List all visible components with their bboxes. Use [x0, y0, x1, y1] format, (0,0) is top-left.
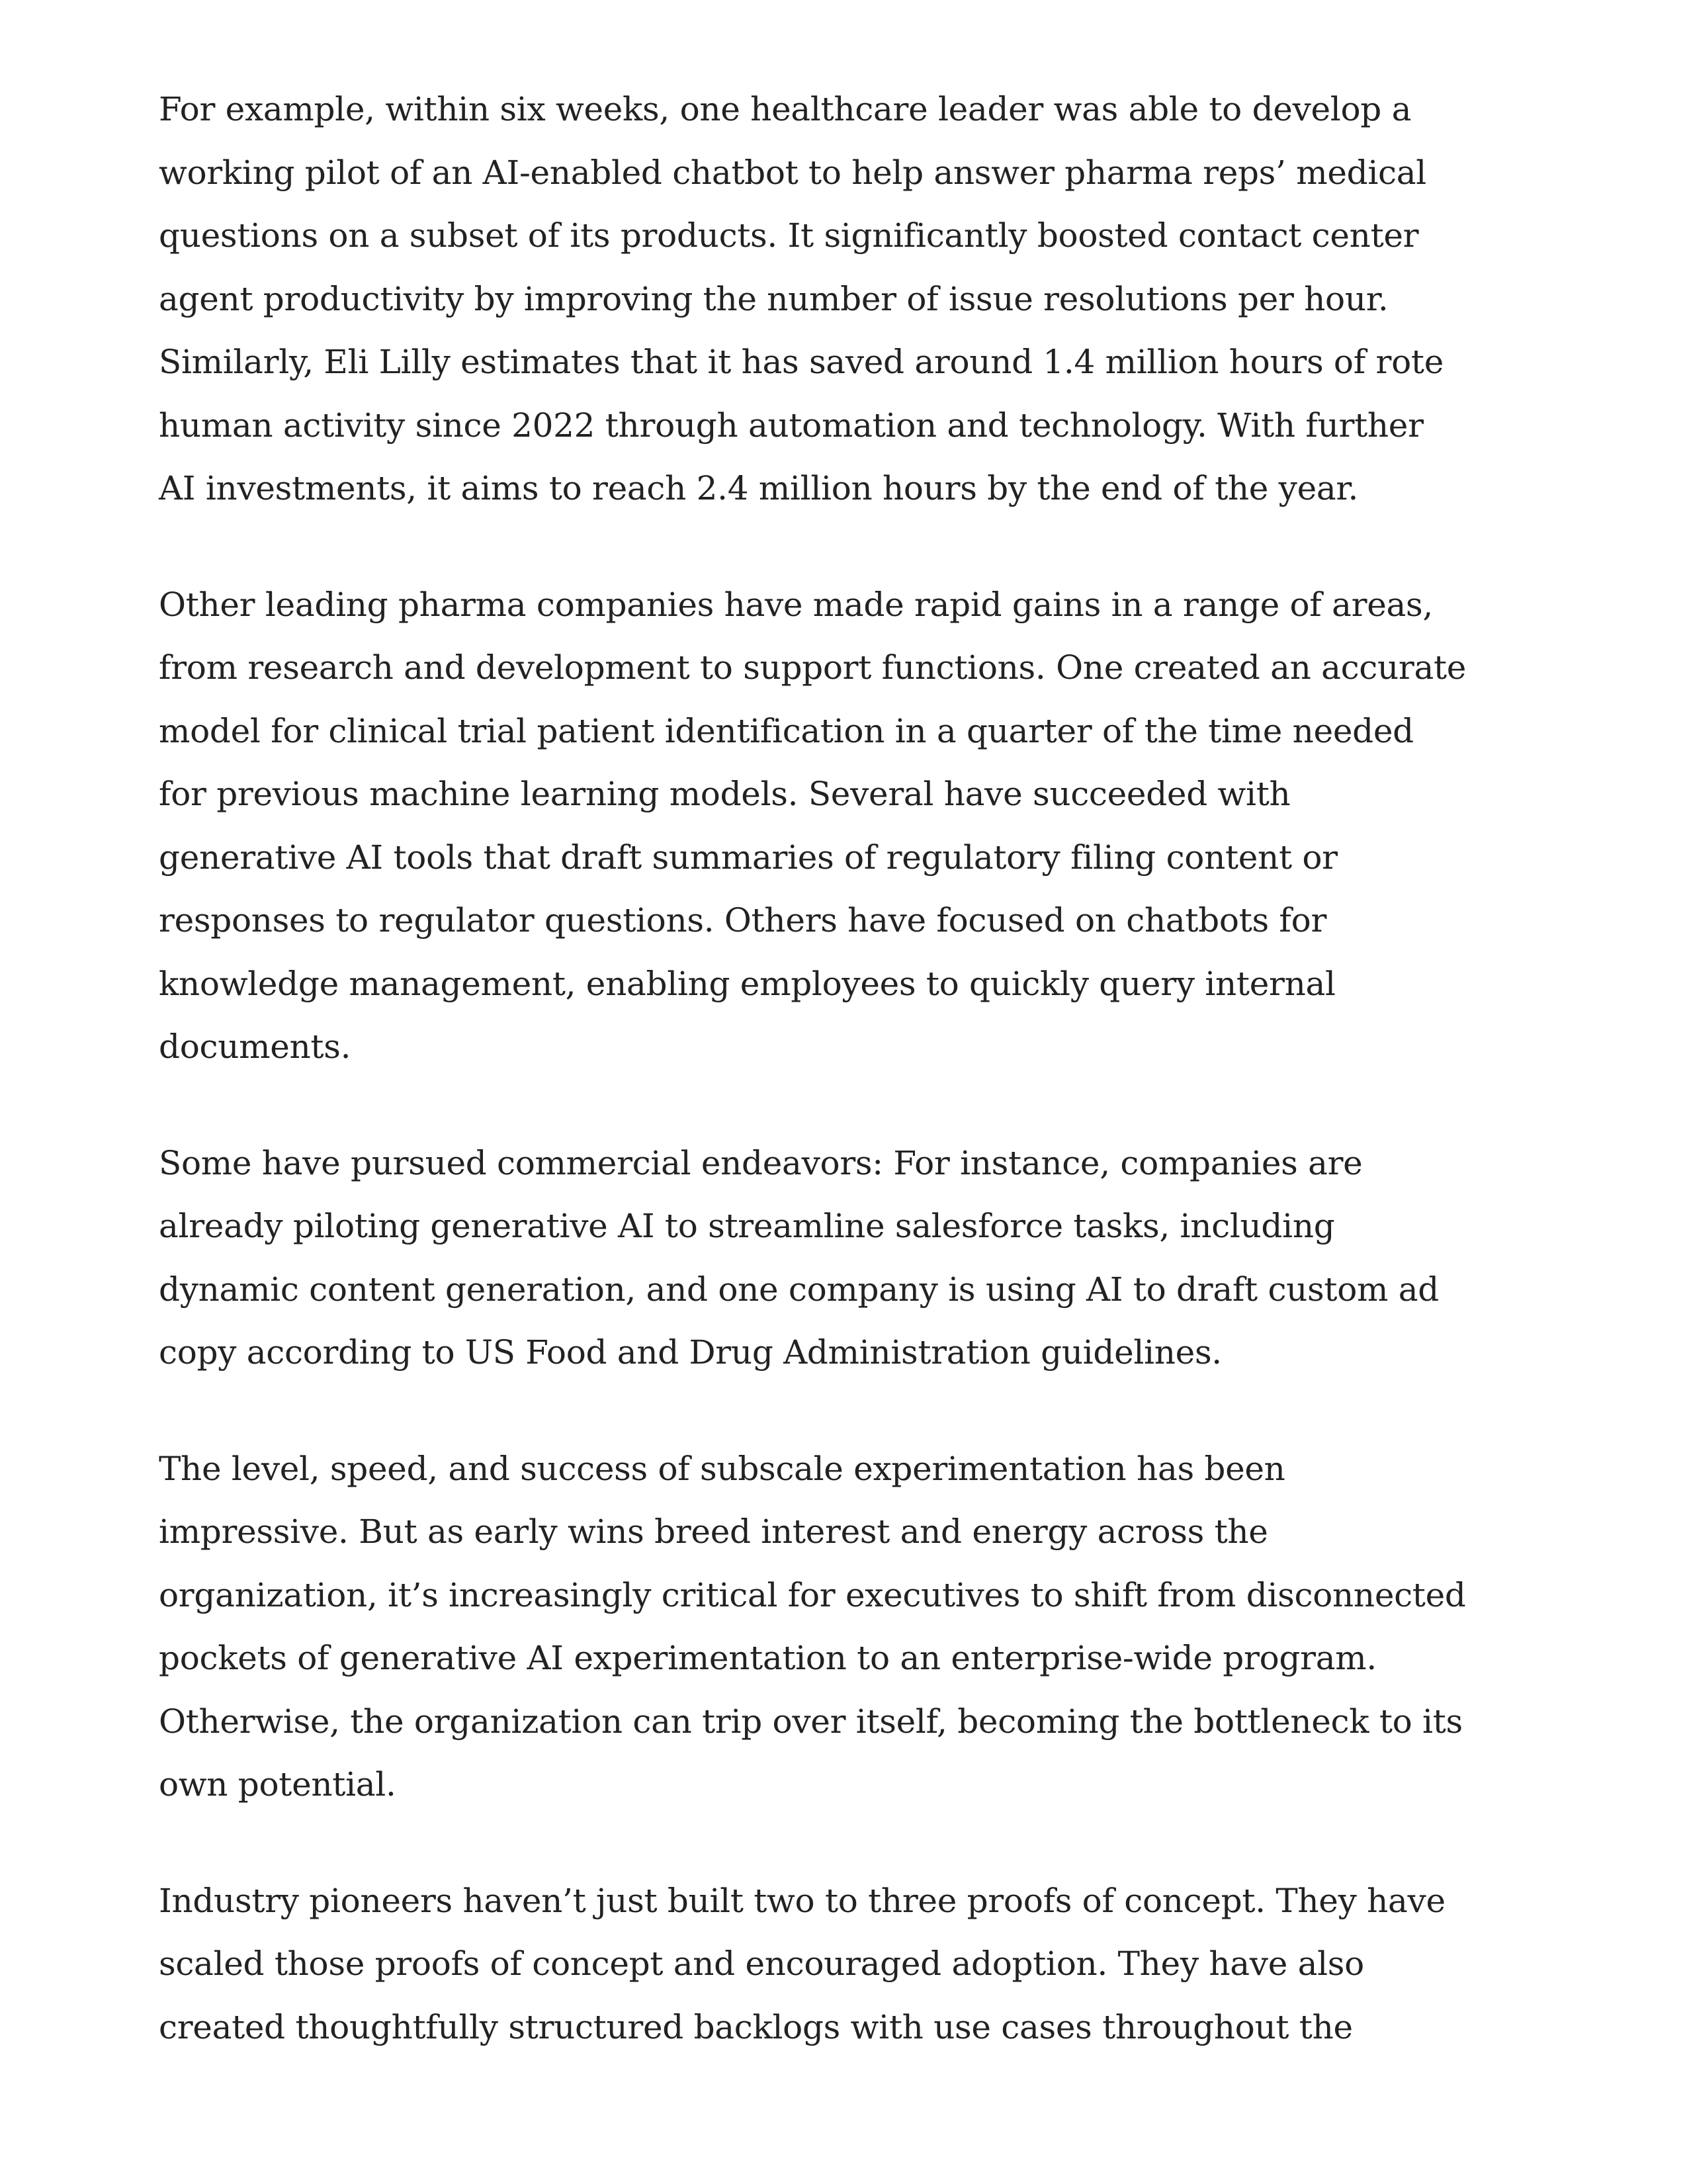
paragraph-3 [159, 1132, 1535, 1385]
text-line: For example, within six weeks, one healthcare leader was able to develop a [159, 90, 1412, 128]
text-line: scaled those proofs of concept and encouraged adoption. They have also [159, 1944, 1364, 1983]
text-line: copy according to US Food and Drug Administration guidelines. [159, 1333, 1222, 1372]
text-line: Industry pioneers haven’t just built two to three proofs of concept. They have [159, 1881, 1446, 1920]
text-line: Similarly, Eli Lilly estimates that it has saved around 1.4 million hours of rote [159, 343, 1444, 381]
text-line: questions on a subset of its products. It significantly boosted contact center [159, 216, 1419, 255]
text-line: organization, it’s increasingly critical for executives to shift from disconnected [159, 1575, 1466, 1614]
text-line: Otherwise, the organization can trip over itself, becoming the bottleneck to its [159, 1702, 1463, 1741]
text-line: responses to regulator questions. Others have focused on chatbots for [159, 901, 1327, 939]
text-line: working pilot of an AI-enabled chatbot to help answer pharma reps’ medical [159, 153, 1426, 192]
text-line: human activity since 2022 through automation and technology. With further [159, 406, 1424, 445]
text-line: The level, speed, and success of subscale experimentation has been [159, 1449, 1285, 1488]
text-line: own potential. [159, 1765, 396, 1804]
text-line: documents. [159, 1027, 351, 1066]
paragraph-5 [159, 1870, 1535, 2060]
text-line: Other leading pharma companies have made rapid gains in a range of areas, [159, 585, 1433, 624]
article-body [159, 78, 1535, 2112]
text-line: knowledge management, enabling employees to quickly query internal [159, 964, 1336, 1003]
text-line: dynamic content generation, and one company is using AI to draft custom ad [159, 1270, 1439, 1309]
text-line: AI investments, it aims to reach 2.4 million hours by the end of the year. [159, 469, 1359, 507]
text-line: generative AI tools that draft summaries of regulatory filing content or [159, 838, 1338, 877]
text-line: impressive. But as early wins breed interest and energy across the [159, 1512, 1268, 1551]
text-line: model for clinical trial patient identification in a quarter of the time needed [159, 711, 1414, 750]
paragraph-1 [159, 78, 1535, 521]
text-line: agent productivity by improving the number of issue resolutions per hour. [159, 279, 1389, 318]
text-line: Some have pursued commercial endeavors: For instance, companies are [159, 1143, 1363, 1182]
text-line: from research and development to support functions. One created an accurate [159, 648, 1467, 687]
text-line: created thoughtfully structured backlogs with use cases throughout the [159, 2007, 1353, 2046]
paragraph-4 [159, 1438, 1535, 1817]
paragraph-2 [159, 574, 1535, 1079]
text-line: pockets of generative AI experimentation to an enterprise-wide program. [159, 1639, 1377, 1677]
text-line: for previous machine learning models. Several have succeeded with [159, 775, 1291, 813]
text-line: already piloting generative AI to streamline salesforce tasks, including [159, 1207, 1335, 1245]
